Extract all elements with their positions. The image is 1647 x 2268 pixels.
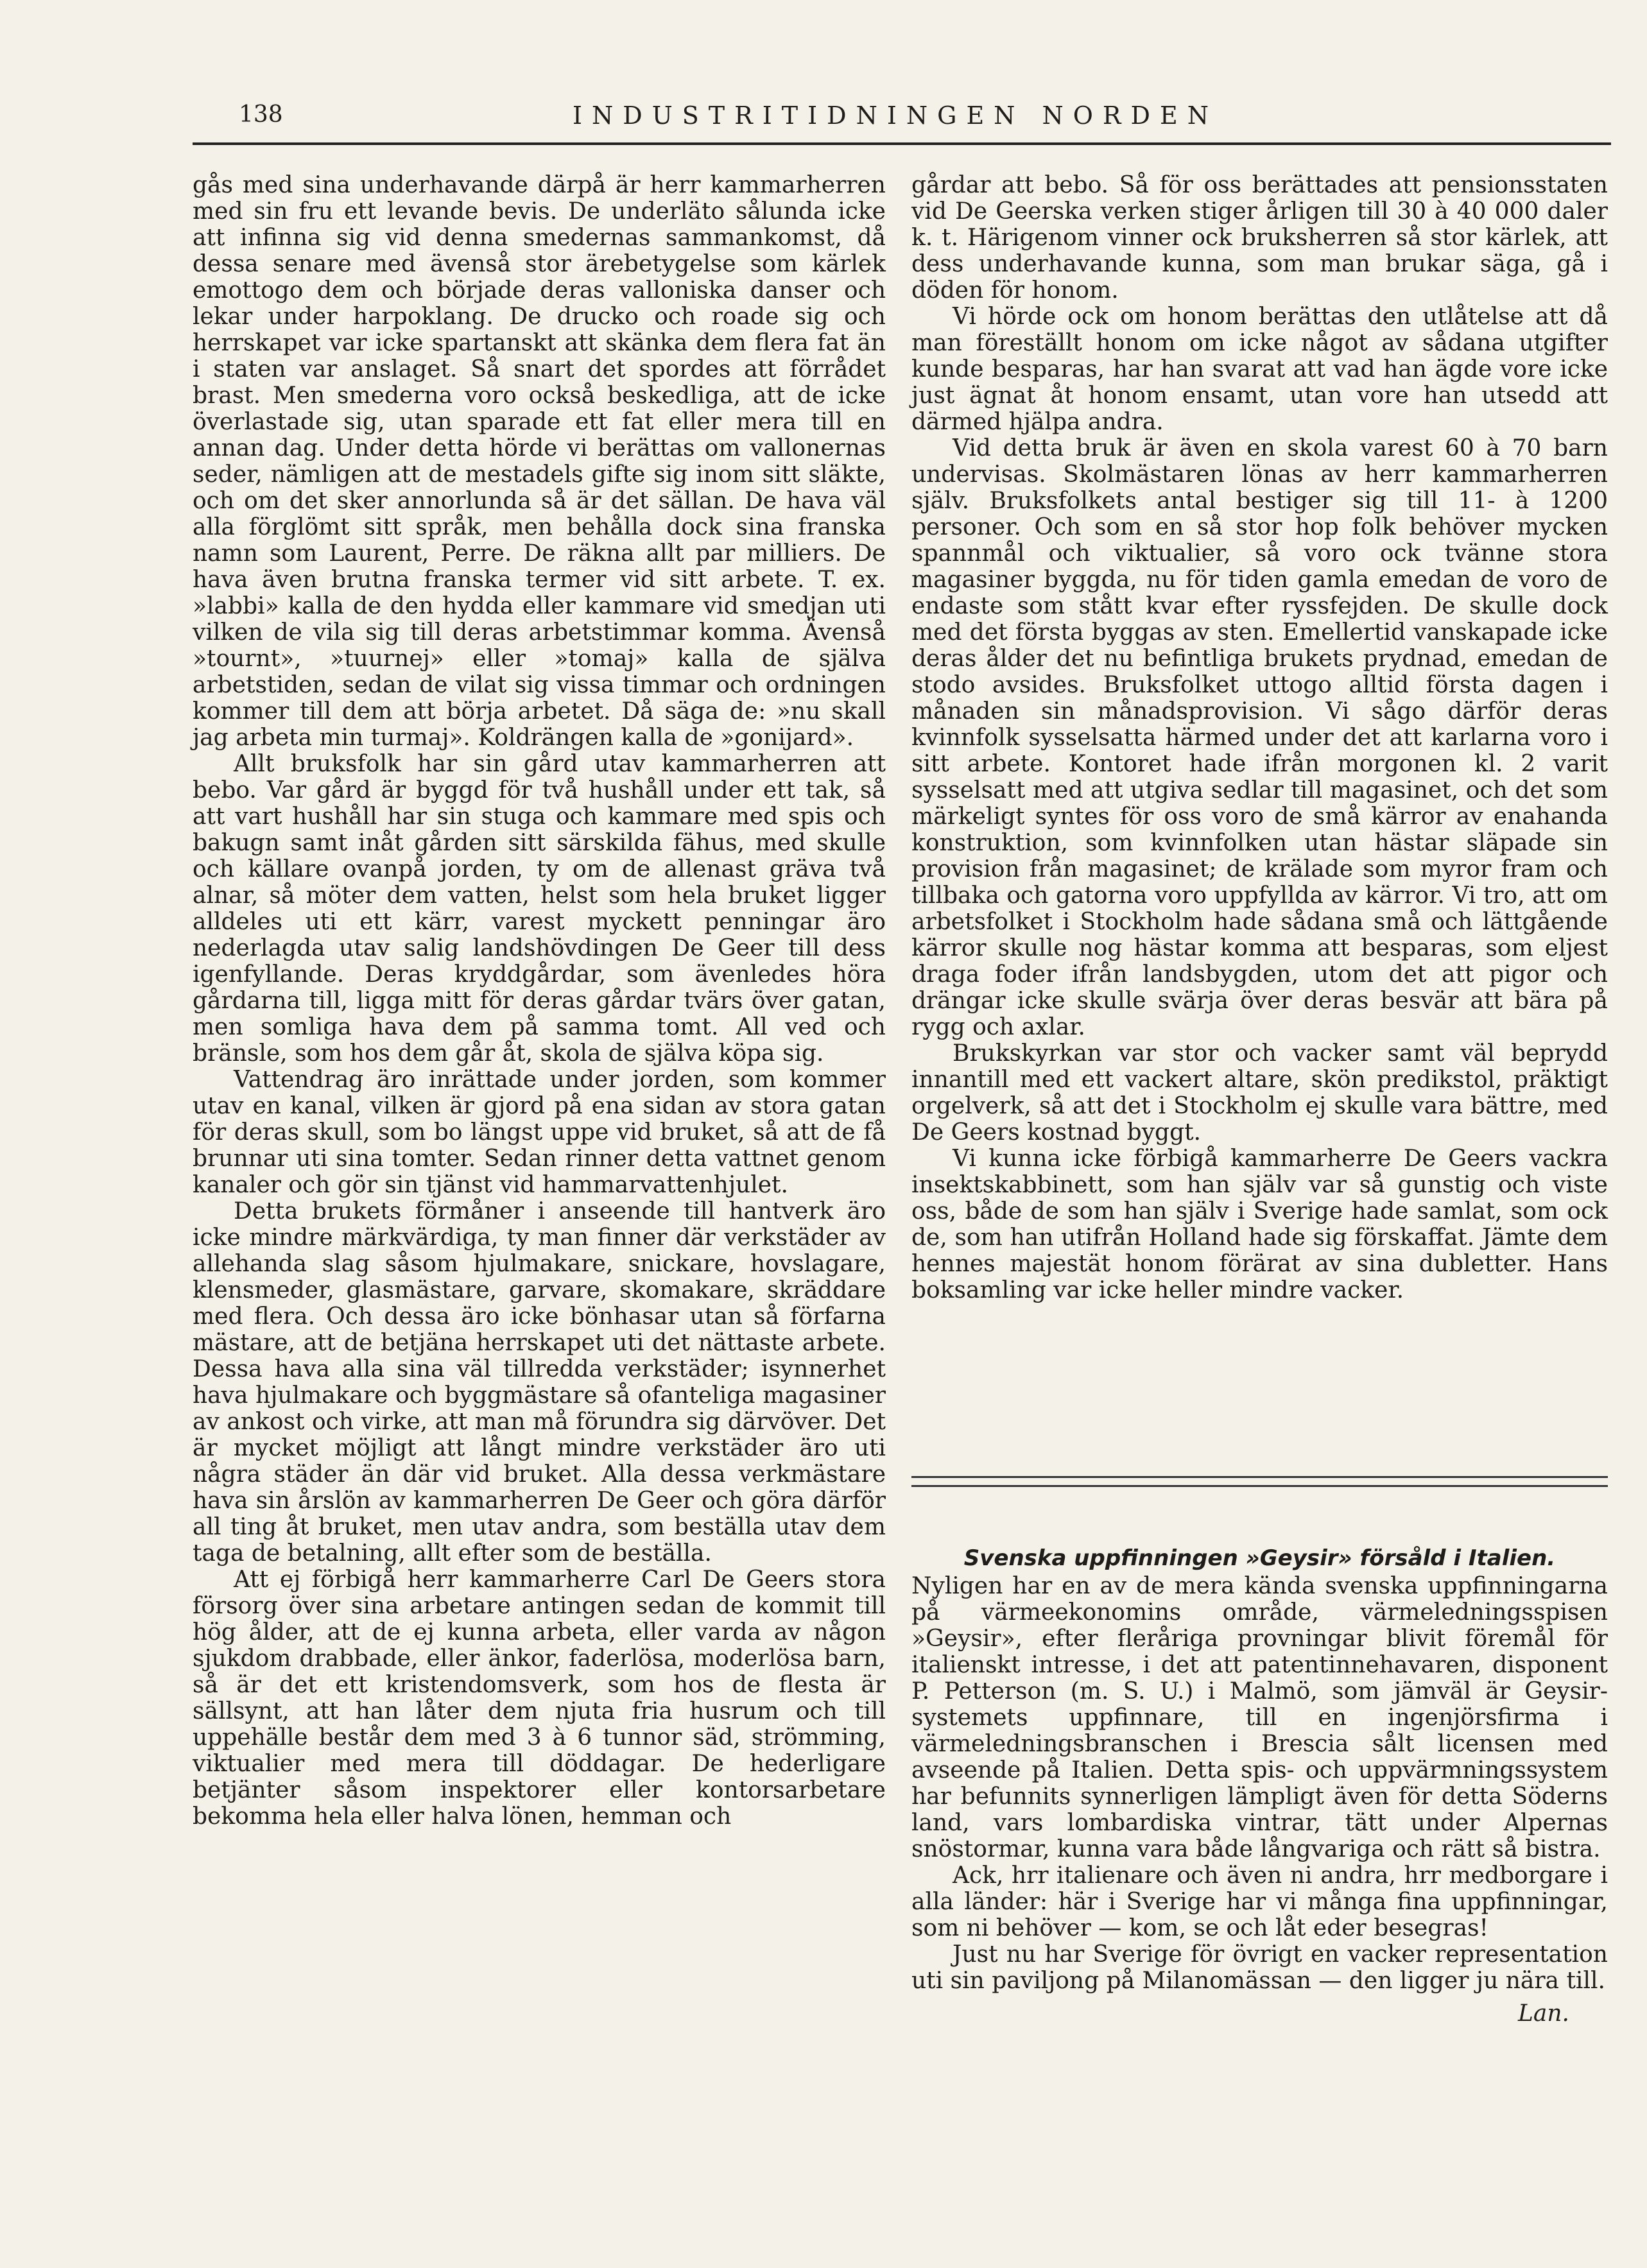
right-paragraph-3: Vid detta bruk är även en skola varest 60 à 70 barn undervisas. Skolmästaren lönas av herr kammarherren själv. Bruksfolkets antal bestiger sig till 11- à 1200 personer. Och som en så stor hop folk behöver mycken spannmål och viktualier, så voro ock tvänne stora magasiner byggda, nu för tiden gamla emedan de voro de endaste som stått kvar efter ryssfejden. De skulle dock med det första byggas av sten. Emellertid vanskapade icke deras ålder det nu befintliga brukets prydnad, emedan de stodo avsides. Bruksfolket uttogo alltid första dagen i månaden sin månadsprovision. Vi sågo därför deras kvinnfolk sysselsatta härmed under det att karlarna voro i sitt arbete. Kontoret hade ifrån morgonen kl. 2 varit sysselsatt med att utgiva sedlar till magasinet, och det som märkeligt syntes för oss voro de små kärror av enahanda konstruktion, som kvinnfolken utan hästar släpade sin provision från magasinet; de krälade som myror fram och tillbaka och gatorna voro uppfyllda av kärror. Vi tro, att om arbetsfolket i Stockholm hade sådana små och lättgående kärror skulle nog hästar komma att besparas, som eljest draga foder ifrån landsbygden, utom det att pigor och drängar icke skulle svärja över deras besvär att bära på rygg och axlar. bbox=[911, 435, 1608, 1040]
left-paragraph-4: Detta brukets förmåner i anseende till hantverk äro icke mindre märkvärdiga, ty man finner där verkstäder av allehanda slag såsom hjulmakare, snickare, hovslagare, klensmeder, glasmästare, garvare, skomakare, skräddare med flera. Och dessa äro icke bönhasar utan så förfarna mästare, att de betjäna herrskapet uti det nättaste arbete. Dessa hava alla sina väl tillredda verkstäder; isynnerhet hava hjulmakare och byggmästare så ofanteliga magasiner av ankost och virke, att man må förundra sig därvöver. Det är mycket möjligt att långt mindre verkstäder äro uti några städer än där vid bruket. Alla dessa verkmästare hava sin årslön av kammarherren De Geer och göra därför all ting åt bruket, men utav andra, som beställa utav dem taga de betalning, allt efter som de beställa. bbox=[193, 1198, 886, 1567]
page-header bbox=[239, 101, 1608, 128]
article-signature: Lan. bbox=[1518, 2000, 1569, 2027]
right-paragraph-4: Brukskyrkan var stor och vacker samt väl beprydd innantill med ett vackert altare, skön predikstol, präktigt orgelverk, så att det i Stockholm ej skulle vara bättre, med De Geers kostnad byggt. bbox=[911, 1040, 1608, 1146]
header-rule bbox=[193, 142, 1611, 145]
right-column bbox=[911, 172, 1608, 1303]
article-divider bbox=[911, 1476, 1608, 1487]
right-paragraph-5: Vi kunna icke förbigå kammarherre De Geers vackra insektskabbinett, som han själv var så gunstig och viste oss, både de som han själv i Sverige hade samlat, som ock de, som han utifrån Holland hade sig förskaffat. Jämte dem hennes majestät honom förärat av sina dubletter. Hans boksamling var icke heller mindre vacker. bbox=[911, 1146, 1608, 1303]
article-paragraph-1: Nyligen har en av de mera kända svenska uppfinningarna på värmeekonomins område, värmeledningsspisen »Geysir», efter fleråriga provningar blivit föremål för italienskt intresse, i det att patentinnehavaren, disponent P. Petterson (m. S. U.) i Malmö, som jämväl är Geysir-systemets uppfinnare, till en ingenjörsfirma i värmeledningsbranschen i Brescia sålt licensen med avseende på Italien. Detta spis- och uppvärmningssystem har befunnits synnerligen lämpligt även för detta Söderns land, vars lombardiska vintrar, tätt under Alpernas snöstormar, kunna vara både långvariga och rätt så bistra. bbox=[911, 1573, 1608, 1862]
left-column bbox=[193, 172, 886, 1830]
left-paragraph-1: gås med sina underhavande därpå är herr kammarherren med sin fru ett levande bevis. De underläto sålunda icke att infinna sig vid denna smedernas sammankomst, då dessa senare med ävenså stor ärebetygelse som kärlek emottogo dem och började deras valloniska danser och lekar under harpoklang. De drucko och roade sig och herrskapet var icke spartanskt att skänka dem flera fat än i staten var anslaget. Så snart det spordes att förrådet brast. Men smederna voro också beskedliga, att de icke överlastade sig, utan sparade ett fat eller mera till en annan dag. Under detta hörde vi berättas om vallonernas seder, nämligen att de mestadels gifte sig inom sitt släkte, och om det sker annorlunda så är det sällan. De hava väl alla förglömt sitt språk, men behålla dock sina franska namn som Laurent, Perre. De räkna allt par milliers. De hava även brutna franska termer vid sitt arbete. T. ex. »labbi» kalla de den hydda eller kammare vid smedjan uti vilken de vila sig till deras arbetstimmar komma. Ävenså »tournt», »tuurnej» eller »tomaj» kalla de själva arbetstiden, sedan de vilat sig vissa timmar och ordningen kommer till dem att börja arbetet. Då säga de: »nu skall jag arbeta min turmaj». Koldrängen kalla de »gonijard». bbox=[193, 172, 886, 751]
right-paragraph-2: Vi hörde ock om honom berättas den utlåtelse att då man föreställt honom om icke något av sådana utgifter kunde besparas, har han svarat att vad han ägde vore icke just ägnat åt honom ensamt, utan vore han utsedd att därmed hjälpa andra. bbox=[911, 304, 1608, 435]
left-paragraph-5: Att ej förbigå herr kammarherre Carl De Geers stora försorg över sina arbetare antingen sedan de kommit till hög ålder, att de ej kunna arbeta, eller varda av någon sjukdom drabbade, eller änkor, faderlösa, moderlösa barn, så är det ett kristendomsverk, som hos de flesta är sällsynt, att han låter dem njuta fria husrum och till uppehälle består dem med 3 à 6 tunnor säd, strömming, viktualier med mera till döddagar. De hederligare betjänter såsom inspektorer eller kontorsarbetare bekomma hela eller halva lönen, hemman och bbox=[193, 1567, 886, 1830]
article-paragraph-3: Just nu har Sverige för övrigt en vacker representation uti sin paviljong på Milanomässan — den ligger ju nära till. bbox=[911, 1941, 1608, 1994]
article-title: Svenska uppfinningen »Geysir» försåld i Italien. bbox=[963, 1545, 1556, 1571]
article-paragraph-2: Ack, hrr italienare och även ni andra, hrr medborgare i alla länder: här i Sverige har vi många fina uppfinningar, som ni behöver — kom, se och låt eder besegras! bbox=[911, 1862, 1608, 1941]
journal-title: INDUSTRITIDNINGEN NORDEN bbox=[573, 101, 1218, 130]
page-number: 138 bbox=[239, 101, 283, 128]
right-paragraph-1: gårdar att bebo. Så för oss berättades att pensionsstaten vid De Geerska verken stiger årligen till 30 à 40 000 daler k. t. Härigenom vinner ock bruksherren så stor kärlek, att dess underhavande kunna, som man brukar säga, gå i döden för honom. bbox=[911, 172, 1608, 304]
left-paragraph-3: Vattendrag äro inrättade under jorden, som kommer utav en kanal, vilken är gjord på ena sidan av stora gatan för deras skull, som bo längst uppe vid bruket, så att de få brunnar uti sina tomter. Sedan rinner detta vattnet genom kanaler och gör sin tjänst vid hammarvattenhjulet. bbox=[193, 1067, 886, 1198]
left-paragraph-2: Allt bruksfolk har sin gård utav kammarherren att bebo. Var gård är byggd för två hushåll under ett tak, så att vart hushåll har sin stuga och kammare med spis och bakugn samt inåt gården sitt särskilda fähus, med skulle och källare ovanpå jorden, ty om de allenast gräva två alnar, så möter dem vatten, helst som hela bruket ligger alldeles uti ett kärr, varest myckett penningar äro nederlagda utav salig landshövdingen De Geer till dess igenfyllande. Deras kryddgårdar, som ävenledes höra gårdarna till, ligga mitt för deras gårdar tvärs över gatan, men somliga hava dem på samma tomt. All ved och bränsle, som hos dem går åt, skola de själva köpa sig. bbox=[193, 751, 886, 1067]
geysir-article bbox=[911, 1545, 1608, 2027]
